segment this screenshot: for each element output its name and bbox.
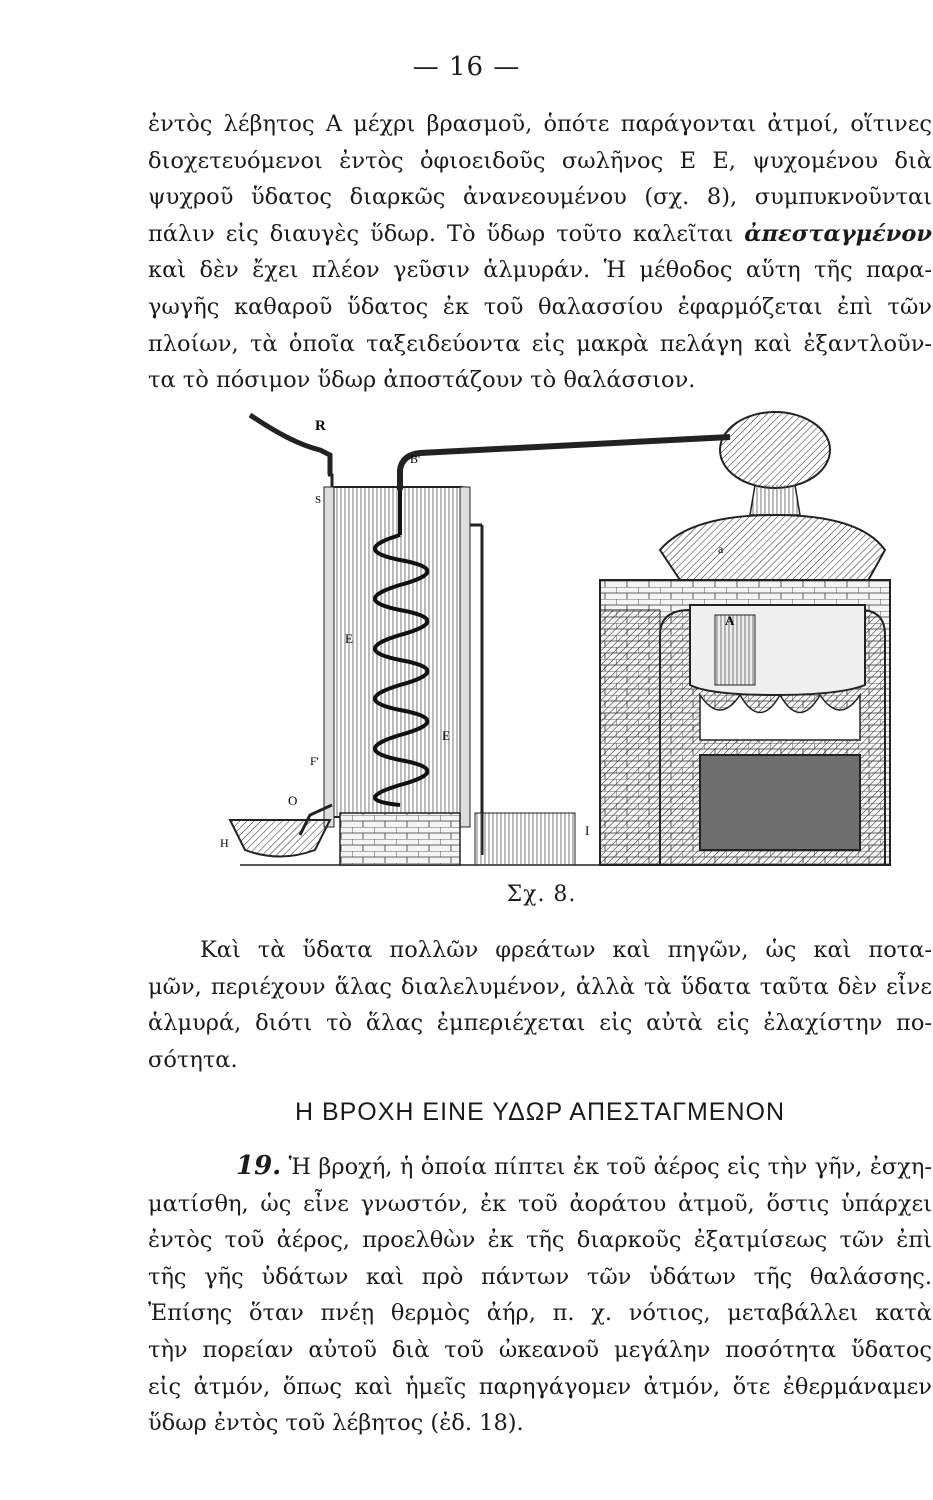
label-F: F' (310, 754, 319, 768)
still-head (720, 412, 830, 488)
paragraph-distillation (148, 106, 932, 399)
label-B: B' (410, 452, 421, 466)
paragraph-spring-water (148, 932, 932, 1078)
label-E-upper: E (345, 631, 353, 646)
text-line: ἐντὸς λέβητος Α μέχρι βρασμοῦ, ὁπότε παράγονται ἀτμοί, οἵτινες (148, 111, 932, 137)
text-line: τῆς γῆς ὑδάτων καὶ πρὸ πάντων τῶν ὑδάτων τῆς θαλάσσης. (148, 1263, 932, 1290)
emphasized-term: ἀπεσταγμένον (744, 220, 932, 247)
label-I: I (585, 823, 590, 838)
text-line: πλοίων, τὰ ὁποῖα ταξειδεύοντα εἰς μακρὰ πελάγη καὶ ἐξαντλοῦν- (148, 330, 932, 357)
text-line: γωγῆς καθαροῦ ὕδατος ἐκ τοῦ θαλασσίου ἐφαρμόζεται ἐπὶ τῶν (148, 293, 932, 320)
text-line: σότητα. (148, 1046, 238, 1073)
distillation-apparatus-figure (220, 395, 900, 885)
text-line: μῶν, περιέχουν ἅλας διαλελυμένον, ἀλλὰ τὰ ὕδατα ταῦτα δὲν εἶνε (148, 973, 932, 1000)
figure-caption: Σχ. 8. (506, 882, 577, 907)
paragraph-rain (148, 1148, 932, 1442)
text-line: ματίσθη, ὡς εἶνε γνωστόν, ἐκ τοῦ ἀοράτου ἀτμοῦ, ὅστις ὑπάρχει (148, 1190, 932, 1217)
label-R: R (315, 418, 326, 434)
text-line: τὴν πορείαν αὐτοῦ διὰ τοῦ ὠκεανοῦ μεγάλην ποσότητα ὕδατος (148, 1336, 932, 1363)
text-line: τα τὸ πόσιμον ὕδωρ ἀποστάζουν τὸ θαλάσσιον. (148, 367, 696, 394)
text-segment: πάλιν εἰς διαυγὲς ὕδωρ. Τὸ ὕδωρ τοῦτο καλεῖται (148, 220, 734, 247)
label-A: A (725, 613, 735, 628)
text-line (148, 216, 932, 253)
text-line: ἁλμυρά, διότι τὸ ἅλας ἐμπεριέχεται εἰς αὐτὰ εἰς ἐλαχίστην πο- (148, 1010, 932, 1037)
text-line: ψυχροῦ ὕδατος διαρκῶς ἀνανεουμένου (σχ. 8), συμπυκνοῦνται (148, 184, 932, 211)
label-a: a (718, 542, 724, 556)
section-heading: Η ΒΡΟΧΗ ΕΙΝΕ ΥΔΩΡ ΑΠΕΣΤΑΓΜΕΝΟΝ (294, 1098, 786, 1126)
text-segment: Ἡ βροχή, ἡ ὁποία πίπτει ἐκ τοῦ ἀέρος εἰς τὴν γῆν, ἐσχη- (288, 1154, 932, 1180)
section-number: 19. (236, 1151, 282, 1181)
label-S: S (315, 494, 322, 506)
page-number: — 16 — (412, 52, 521, 82)
text-line: διοχετευόμενοι ἐντὸς ὀφιοειδοῦς σωλῆνος Ε Ε, ψυχομένου διὰ (148, 147, 932, 174)
text-line: ἐντὸς τοῦ ἀέρος, προελθὼν ἐκ τῆς διαρκοῦς ἐξατμίσεως τῶν ἐπὶ (148, 1227, 932, 1254)
vapor-pipe (400, 437, 730, 490)
label-E-lower: E (442, 728, 450, 743)
text-line: καὶ δὲν ἔχει πλέον γεῦσιν ἁλμυράν. Ἡ μέθοδος αὕτη τῆς παρα- (148, 257, 932, 284)
text-line (148, 1148, 932, 1186)
receiving-bowl (230, 820, 330, 857)
condenser-base (340, 813, 460, 865)
text-line: Ἐπίσης ὅταν πνέῃ θερμὸς ἀήρ, π. χ. νότιος, μεταβάλλει κατὰ (148, 1300, 932, 1327)
text-line: Καὶ τὰ ὕδατα πολλῶν φρεάτων καὶ πηγῶν, ὡς καὶ ποτα- (200, 937, 932, 963)
text-line: ὕδωρ ἐντὸς τοῦ λέβητος (ἐδ. 18). (148, 1410, 524, 1437)
label-O: O (288, 793, 298, 808)
label-H: H (220, 836, 229, 850)
ash-pit (700, 755, 860, 850)
text-line: εἰς ἀτμόν, ὅπως καὶ ἡμεῖς παρηγάγομεν ἀτμόν, ὅτε ἐθερμάναμεν (148, 1373, 932, 1400)
